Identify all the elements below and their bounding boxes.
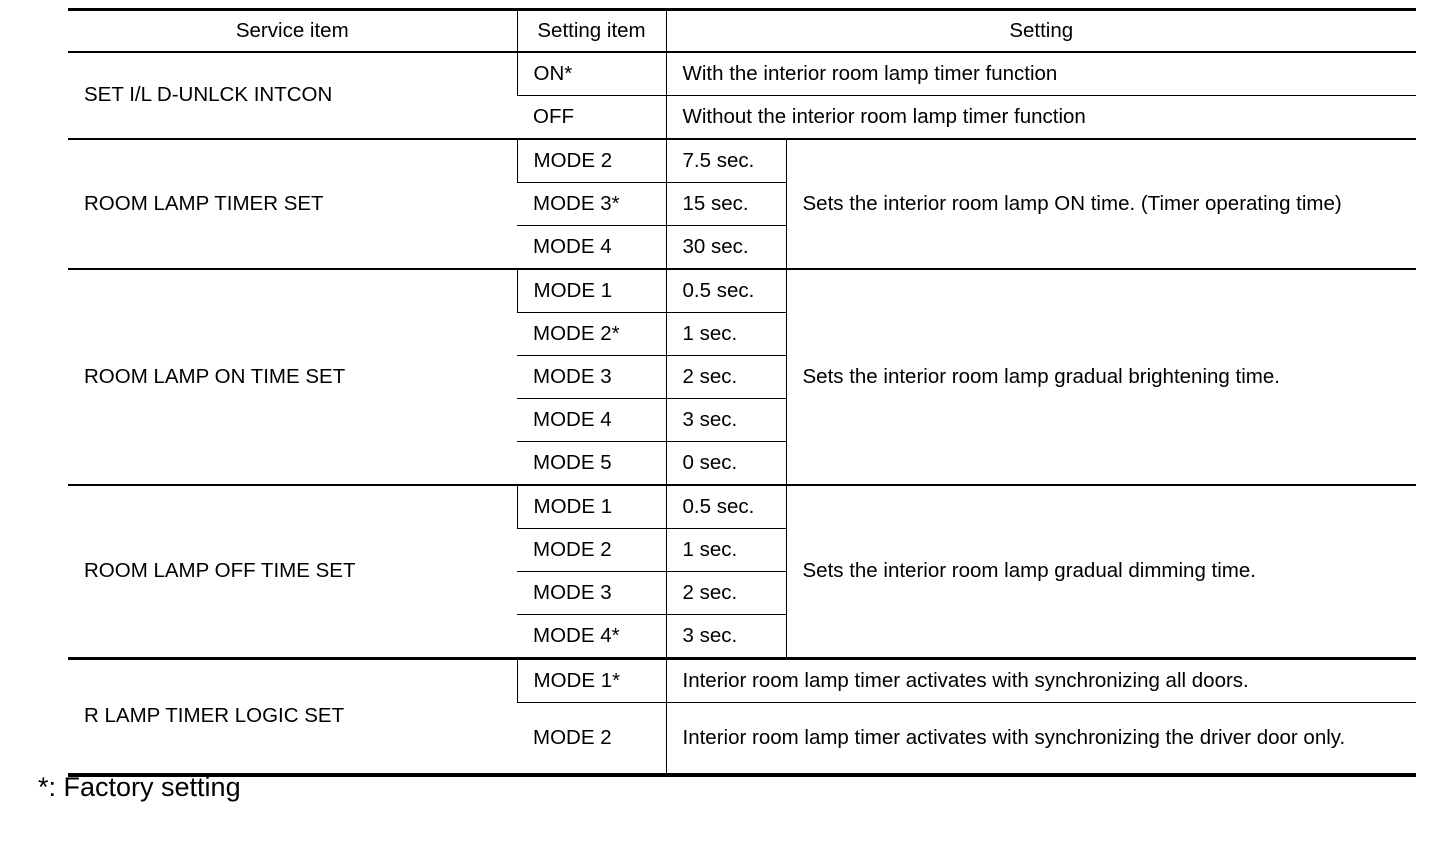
setting-item-cell: OFF xyxy=(517,96,666,140)
setting-item-cell: MODE 4 xyxy=(517,399,666,442)
table-row xyxy=(68,52,1416,96)
setting-item-cell: MODE 1* xyxy=(517,659,666,703)
setting-cell: With the interior room lamp timer function xyxy=(666,52,1416,96)
value-cell: 2 sec. xyxy=(666,572,786,615)
setting-item-cell: MODE 3* xyxy=(517,183,666,226)
value-cell: 1 sec. xyxy=(666,313,786,356)
value-cell: 1 sec. xyxy=(666,529,786,572)
setting-item-cell: MODE 4* xyxy=(517,615,666,659)
description-cell: Sets the interior room lamp ON time. (Timer operating time) xyxy=(786,139,1416,269)
table-row xyxy=(68,139,1416,183)
table-row xyxy=(68,659,1416,703)
table-row xyxy=(68,485,1416,529)
value-cell: 3 sec. xyxy=(666,615,786,659)
service-item-cell: R LAMP TIMER LOGIC SET xyxy=(68,659,517,776)
value-cell: 7.5 sec. xyxy=(666,139,786,183)
setting-item-cell: MODE 2 xyxy=(517,703,666,776)
setting-item-cell: MODE 1 xyxy=(517,269,666,313)
service-item-cell: SET I/L D-UNLCK INTCON xyxy=(68,52,517,139)
setting-item-cell: MODE 2 xyxy=(517,529,666,572)
setting-item-cell: MODE 1 xyxy=(517,485,666,529)
value-cell: 2 sec. xyxy=(666,356,786,399)
setting-item-cell: MODE 2 xyxy=(517,139,666,183)
factory-setting-footnote: *: Factory setting xyxy=(38,772,241,802)
value-cell: 0.5 sec. xyxy=(666,269,786,313)
setting-cell: Interior room lamp timer activates with synchronizing all doors. xyxy=(666,659,1416,703)
setting-item-cell: MODE 5 xyxy=(517,442,666,486)
setting-item-cell: ON* xyxy=(517,52,666,96)
value-cell: 0 sec. xyxy=(666,442,786,486)
value-cell: 0.5 sec. xyxy=(666,485,786,529)
setting-item-cell: MODE 4 xyxy=(517,226,666,270)
setting-item-cell: MODE 3 xyxy=(517,356,666,399)
setting-item-cell: MODE 2* xyxy=(517,313,666,356)
setting-cell: Without the interior room lamp timer function xyxy=(666,96,1416,140)
value-cell: 30 sec. xyxy=(666,226,786,270)
service-settings-table xyxy=(68,8,1416,777)
description-cell: Sets the interior room lamp gradual brightening time. xyxy=(786,269,1416,485)
description-cell: Sets the interior room lamp gradual dimming time. xyxy=(786,485,1416,659)
header-setting: Setting xyxy=(666,10,1416,53)
value-cell: 3 sec. xyxy=(666,399,786,442)
header-service-item: Service item xyxy=(68,10,517,53)
header-row xyxy=(68,10,1416,53)
service-item-cell: ROOM LAMP ON TIME SET xyxy=(68,269,517,485)
service-item-cell: ROOM LAMP OFF TIME SET xyxy=(68,485,517,659)
service-item-cell: ROOM LAMP TIMER SET xyxy=(68,139,517,269)
setting-item-cell: MODE 3 xyxy=(517,572,666,615)
header-setting-item: Setting item xyxy=(517,10,666,53)
setting-cell: Interior room lamp timer activates with synchronizing the driver door only. xyxy=(666,703,1416,776)
table-row xyxy=(68,269,1416,313)
value-cell: 15 sec. xyxy=(666,183,786,226)
